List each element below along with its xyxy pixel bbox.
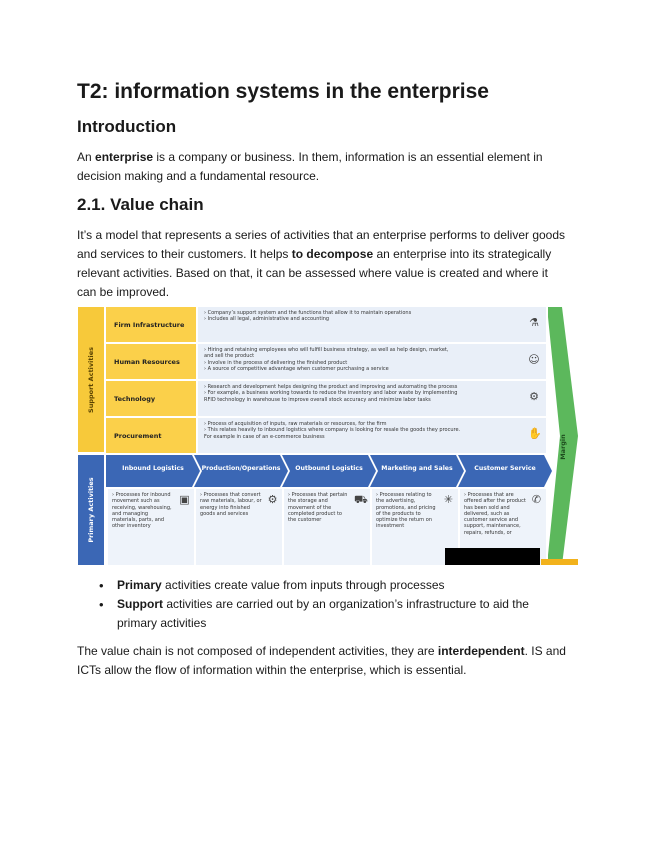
support-activity-description: › Hiring and retaining employees who will fulfill business strategy, as well as help design, market, and sell the product › Involve in the process of delivering the finished product › A source of competitive advantage when customer purchasing a service ☺ [198, 344, 546, 379]
primary-description-marketing: › Processes relating to the advertising, promotions, and pricing of the products to optimize the return on investment ✳ [372, 489, 458, 565]
intro-paragraph: An enterprise is a company or business. In them, information is an essential element in decision making and a fundamental resource. [77, 150, 543, 183]
handshake-icon: ✋ [528, 427, 542, 440]
support-activity-description: › Research and development helps designing the product and improving and automating the process › For example, a business working towards to reduce the inventory and labor waste by implementing RFID technology in warehouse to improve overall stock accuracy and minimize labor tasks ⚙ [198, 381, 546, 416]
list-item: • Support activities are carried out by an organization’s infrastructure to aid the primary activities [99, 595, 569, 633]
activity-bullet-list [99, 576, 569, 633]
support-activity-name: Firm Infrastructure [106, 307, 196, 342]
support-row-technology [106, 381, 546, 416]
interdependent-term: interdependent [437, 644, 525, 658]
support-activity-name: Human Resources [106, 344, 196, 379]
primary-activity-name: Production/Operations [201, 465, 281, 472]
list-item: • Primary activities create value from inputs through processes [99, 576, 569, 595]
margin-label: Margin [559, 434, 567, 460]
building-icon: ⚗ [529, 316, 539, 329]
primary-description-customer-service: › Processes that are offered after the product has been sold and delivered, such as customer service and support, maintenance, repairs, refunds, or ✆ [460, 489, 546, 565]
primary-activities-band [78, 455, 104, 565]
support-row-firm-infrastructure [106, 307, 546, 342]
delivery-icon: ⛟ [354, 493, 368, 506]
document-title: T2: information systems in the enterprise [77, 80, 489, 103]
primary-description-inbound: › Processes for inbound movement such as receiving, warehousing, and managing materials, parts, and other inventory ▣ [108, 489, 194, 565]
network-icon: ✳ [443, 493, 454, 506]
enterprise-term: enterprise [95, 150, 154, 164]
redaction-block [445, 548, 540, 565]
chevron-customer-service [458, 455, 552, 487]
primary-description-production: › Processes that convert raw materials, labour, or energy into finished goods and services ⚙ [196, 489, 282, 565]
value-chain-paragraph: It’s a model that represents a series of activities that an enterprise performs to deliver goods and services to their customers. It helps to decompose an enterprise into its strategically relevant activities. Based on that, it can be assessed where value is created and where it can be improved. [77, 228, 566, 299]
people-icon: ☺ [528, 353, 540, 366]
support-activity-description: › Company’s support system and the functions that allow it to maintain operations › Includes all legal, administrative and accounting ⚗ [198, 307, 546, 342]
value-chain-heading: 2.1. Value chain [77, 195, 204, 214]
chevron-inbound-logistics [106, 455, 200, 487]
interdependence-paragraph: The value chain is not composed of independent activities, they are interdependent. IS and ICTs allow the flow of information within the enterprise, which is essential. [77, 644, 566, 677]
yellow-accent-bar [541, 559, 578, 565]
chevron-marketing-sales [370, 455, 464, 487]
chevron-production-operations [194, 455, 288, 487]
primary-activities-label: Primary Activities [87, 477, 95, 543]
support-activity-name: Technology [106, 381, 196, 416]
support-activity-name: Procurement [106, 418, 196, 453]
support-row-procurement [106, 418, 546, 453]
gears-icon: ⚙ [267, 493, 278, 506]
support-activities-label: Support Activities [87, 346, 95, 413]
primary-activity-name: Inbound Logistics [122, 465, 184, 472]
chevron-outbound-logistics [282, 455, 376, 487]
gear-icon: ⚙ [529, 390, 539, 403]
support-activity-description: › Process of acquisition of inputs, raw materials or resources, for the firm › This relates heavily to inbound logistics where company is looking for resale the goods they procure. For example in case of an e-commerce business ✋ [198, 418, 546, 453]
support-icon: ✆ [531, 493, 542, 506]
decompose-term: to decompose [291, 247, 374, 261]
support-row-human-resources [106, 344, 546, 379]
primary-description-outbound: › Processes that pertain the storage and movement of the completed product to the customer ⛟ [284, 489, 370, 565]
intro-heading: Introduction [77, 117, 177, 136]
primary-activity-name: Marketing and Sales [381, 465, 453, 472]
value-chain-diagram [78, 307, 578, 565]
primary-activity-name: Outbound Logistics [295, 465, 363, 472]
boxes-icon: ▣ [179, 493, 190, 506]
primary-activity-name: Customer Service [474, 465, 536, 472]
support-activities-band [78, 307, 104, 452]
